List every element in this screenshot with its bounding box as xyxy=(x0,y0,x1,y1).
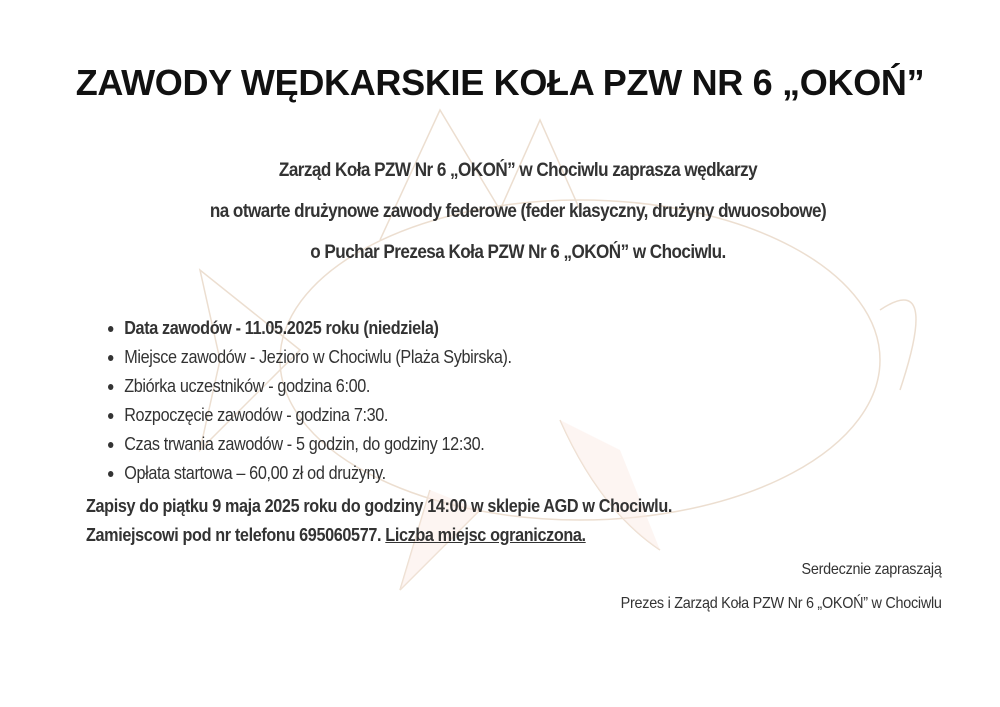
list-item-duration: Czas trwania zawodów - 5 godzin, do godziny 12:30. xyxy=(108,430,512,459)
closing-greeting: Serdecznie zapraszają xyxy=(801,561,942,578)
list-item-gathering: Zbiórka uczestników - godzina 6:00. xyxy=(108,372,512,401)
page-title: ZAWODY WĘDKARSKIE KOŁA PZW NR 6 „OKOŃ” xyxy=(75,62,925,103)
list-item-start: Rozpoczęcie zawodów - godzina 7:30. xyxy=(108,401,512,430)
intro-line: na otwarte drużynowe zawody federowe (feder klasyczny, drużyny dwuosobowe) xyxy=(209,201,827,222)
details-list xyxy=(108,314,557,488)
list-item-date: Data zawodów - 11.05.2025 roku (niedziela) xyxy=(108,314,512,343)
registration-info xyxy=(86,492,672,550)
invitation-intro xyxy=(0,150,1000,273)
signature: Prezes i Zarząd Koła PZW Nr 6 „OKOŃ” w Chociwlu xyxy=(621,595,942,612)
registration-phone: Zamiejscowi pod nr telefonu 695060577. xyxy=(86,525,382,545)
intro-line: Zarząd Koła PZW Nr 6 „OKOŃ” w Chociwlu zaprasza wędkarzy xyxy=(278,160,758,181)
limited-places-note: Liczba miejsc ograniczona. xyxy=(385,525,586,545)
list-item-place: Miejsce zawodów - Jezioro w Chociwlu (Plaża Sybirska). xyxy=(108,343,512,372)
registration-line: Zapisy do piątku 9 maja 2025 roku do godziny 14:00 w sklepie AGD w Chociwlu. xyxy=(86,496,673,516)
intro-line: o Puchar Prezesa Koła PZW Nr 6 „OKOŃ” w Chociwlu. xyxy=(310,242,726,263)
list-item-fee: Opłata startowa – 60,00 zł od drużyny. xyxy=(108,459,512,488)
